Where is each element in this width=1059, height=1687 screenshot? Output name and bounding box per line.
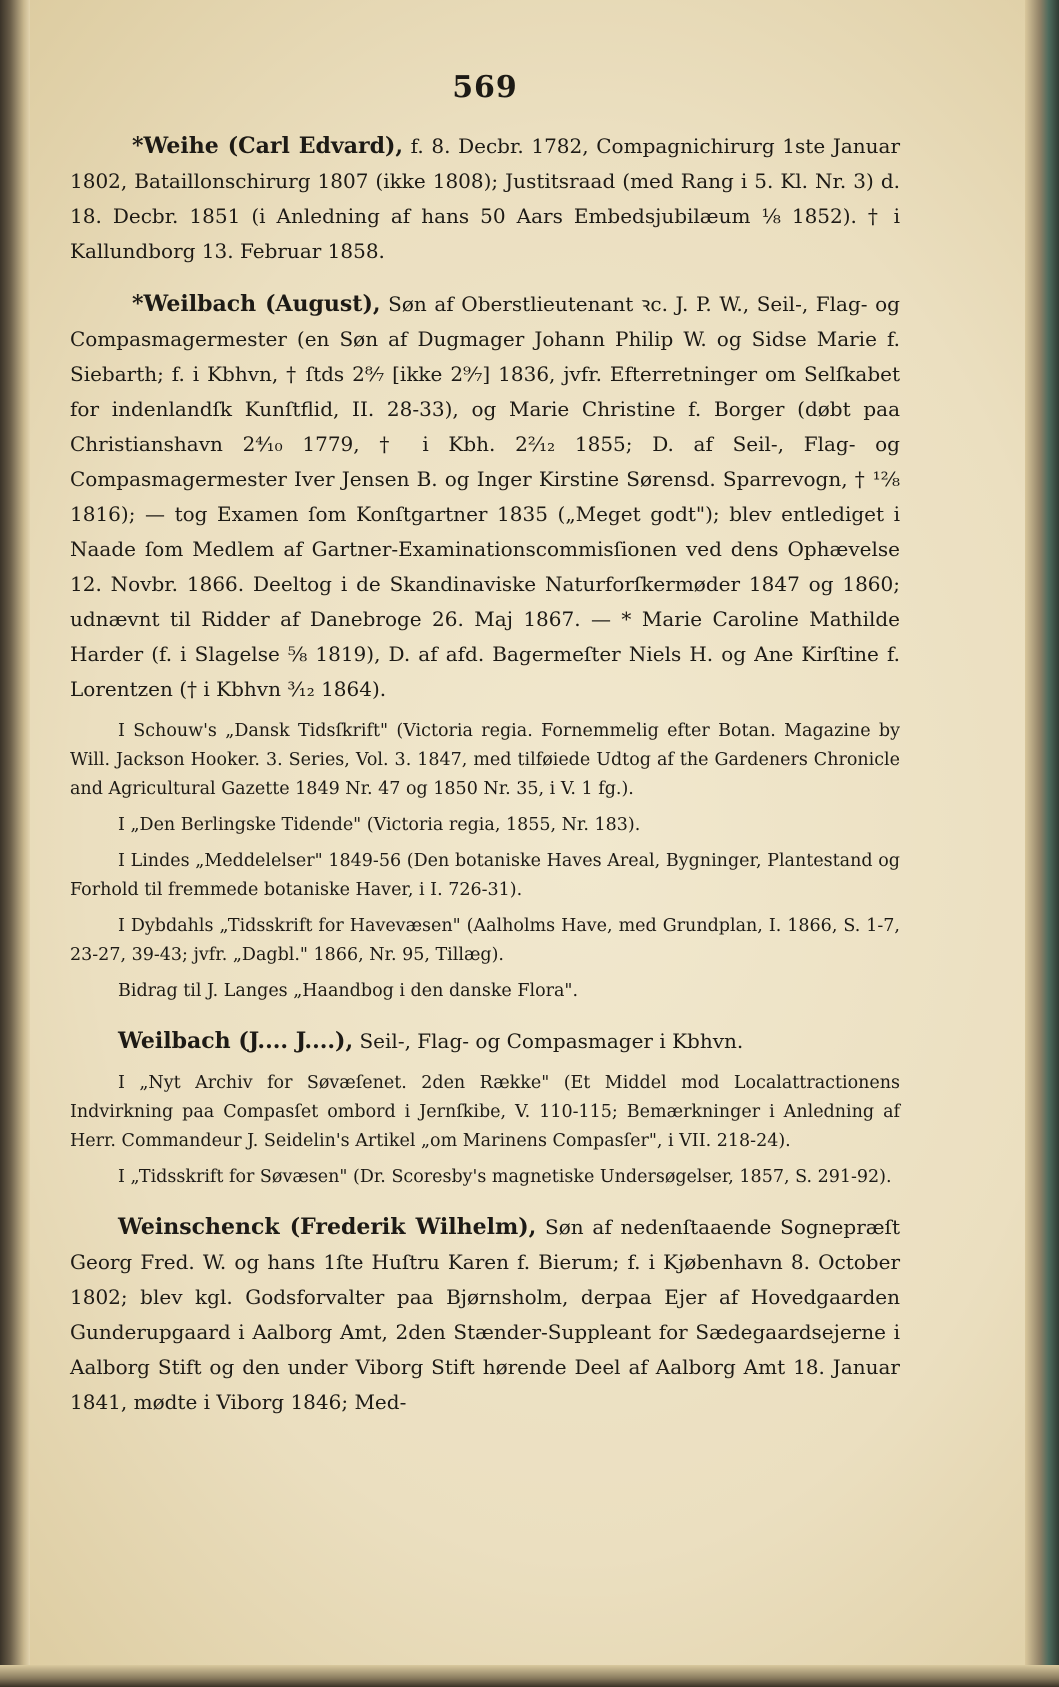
book-binding	[0, 0, 30, 1687]
entry-heading: Weinschenck (Frederik Wilhelm),	[118, 1214, 537, 1240]
entry-weilbach-august	[70, 287, 900, 707]
entry-heading: *Weilbach (August),	[132, 291, 381, 317]
entry-body: Seil-, Flag- og Compasmager i Kbhvn.	[353, 1029, 744, 1053]
entry-weilbach-j	[70, 1024, 900, 1059]
reference-line: I „Den Berlingske Tidende" (Victoria regia, 1855, Nr. 183).	[118, 815, 641, 835]
page-number: 569	[452, 70, 518, 105]
page-edge-right	[1025, 0, 1059, 1687]
entry-weinschenck	[70, 1210, 900, 1420]
reference-line: I Schouw's „Dansk Tidsſkrift" (Victoria regia. Fornemmelig efter Botan. Magazine by Will. Jackson Hooker. 3. Series, Vol. 3. 1847, med tilføiede Udtog af the Gardeners Chronicle and Agricultural Gazette 1849 Nr. 47 og 1850 Nr. 35, i V. 1 fg.).	[70, 721, 900, 799]
reference-line: I Lindes „Meddelelser" 1849-56 (Den botaniske Haves Areal, Bygninger, Plantestand og Forhold til fremmede botaniske Haver, i I. 726-31).	[70, 851, 900, 900]
entry-body: f. 8. Decbr. 1782, Compagnichirurg 1ste Januar 1802, Bataillonschirurg 1807 (ikke 1808); Justitsraad (med Rang i 5. Kl. Nr. 3) d. 18. Decbr. 1851 (i Anledning af hans 50 Aars Embedsjubilæum ⅛ 1852). † i Kallundborg 13. Februar 1858.	[70, 134, 901, 263]
reference-line: I „Nyt Archiv for Søvæſenet. 2den Række" (Et Middel mod Localattractionens Indvirkning paa Compasſet ombord i Jernſkibe, V. 110-115; Bemærkninger i Anledning af Herr. Commandeur J. Seidelin's Artikel „om Marinens Compasſer", i VII. 218-24).	[70, 1073, 900, 1151]
entry-body: Søn af Oberstlieutenant ꝛc. J. P. W., Seil-, Flag- og Compasmagermester (en Søn af Dugmager Johann Philip W. og Sidse Marie f. Siebarth; f. i Kbhvn, † ſtds 2⁸⁄₇ [ikke 2⁹⁄₇] 1836, jvfr. Efterretninger om Selſkabet for indenlandſk Kunſtflid, II. 28-33), og Marie Christine f. Borger (døbt paa Christianshavn 2⁴⁄₁₀ 1779, † i Kbh. 2²⁄₁₂ 1855; D. af Seil-, Flag- og Compasmagermester Iver Jensen B. og Inger Kirstine Sørensd. Sparrevogn, † ¹²⁄₈ 1816); — tog Examen ſom Konſtgartner 1835 („Meget godt"); blev entlediget i Naade ſom Medlem af Gartner-Examinationscommisſionen ved dens Ophævelse 12. Novbr. 1866. Deeltog i de Skandinaviske Naturforſkermøder 1847 og 1860; udnævnt til Ridder af Danebroge 26. Maj 1867. — * Marie Caroline Mathilde Harder (f. i Slagelse ⅝ 1819), D. af afd. Bagermeſter Niels H. og Ane Kirſtine f. Lorentzen († i Kbhvn ³⁄₁₂ 1864).	[70, 292, 900, 701]
page-edge-bottom	[0, 1665, 1059, 1687]
entry-body: Søn af nedenſtaaende Sognepræſt Georg Fred. W. og hans 1ſte Huſtru Karen f. Bierum; f. i Kjøbenhavn 8. October 1802; blev kgl. Godsforvalter paa Bjørnsholm, derpaa Ejer af Hovedgaarden Gunderupgaard i Aalborg Amt, 2den Stænder-Suppleant for Sædegaardsejerne i Aalborg Stift og den under Viborg Stift hørende Deel af Aalborg Amt 18. Januar 1841, mødte i Viborg 1846; Med-	[70, 1215, 900, 1414]
entry-heading: *Weihe (Carl Edvard),	[132, 133, 404, 159]
entry-heading: Weilbach (J.... J....),	[118, 1028, 354, 1054]
reference-line: I „Tidsskrift for Søvæsen" (Dr. Scoresby's magnetiske Undersøgelser, 1857, S. 291-92).	[118, 1167, 892, 1187]
page-content	[70, 70, 900, 1430]
entry-weihe	[70, 129, 900, 269]
reference-line: I Dybdahls „Tidsskrift for Havevæsen" (Aalholms Have, med Grundplan, I. 1866, S. 1-7, 23-27, 39-43; jvfr. „Dagbl." 1866, Nr. 95, Tillæg).	[70, 916, 900, 965]
reference-line: Bidrag til J. Langes „Haandbog i den danske Flora".	[118, 981, 579, 1001]
